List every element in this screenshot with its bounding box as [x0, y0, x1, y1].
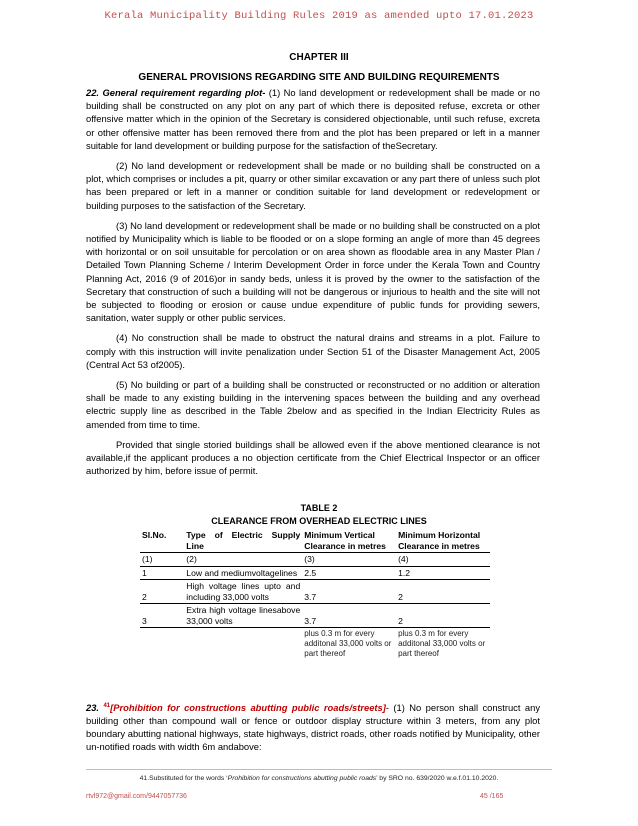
rule-22-para-2: (2) No land development or redevelopment shall be made or no building shall be constructed on a plot, which comprises or includes a pit, quarry or other similar excavation or any part there of unless such plot has been prepared or left in a manner or condition suitable for land development or redevelopment or building purposes to the satisfaction of the Secretary. [86, 160, 540, 211]
rule-23-text: - (1) No person shall construct any building other than compound wall or fence or outdoor display structure within 3 meters, from any plot boundary abutting national highways, state highways, district roads, other roads notified by Municipality, other un-notified roads with width 6m andabove: [86, 702, 541, 753]
table-cell: High voltage lines upto and including 33,000 volts [186, 581, 301, 602]
table-cell: 2.5 [302, 566, 396, 580]
rule-23-title: [Prohibition for constructions abutting public roads/streets] [110, 702, 386, 714]
running-header: Kerala Municipality Building Rules 2019 as amended upto 17.01.2023 [104, 10, 534, 22]
page-number: 45 /165 [480, 793, 504, 800]
rule-22-para-1-text: (1) No land development or redevelopment shall be made or no building shall be constructed on any plot on any part of which there is deposited refuse, excreta or other offensive matter which in the opinion of the Secretary is considered objectionable, until such refuse, excreta or other offensive matter has been removed there from and the plot has been prepared or left in a manner suitable for land development or building purpose for the satisfaction of theSecretary. [86, 87, 540, 151]
table-2-caption: CLEARANCE FROM OVERHEAD ELECTRIC LINES [211, 516, 427, 526]
footer-contact: rtvl972@gmail.com/9447057736 [86, 793, 187, 800]
table-cell: (4) [396, 553, 490, 567]
table-note-horizontal: plus 0.3 m for every additonal 33,000 volts or part thereof [398, 629, 486, 658]
table-cell: 3.7 [302, 604, 396, 628]
table-cell: 3.7 [302, 580, 396, 604]
table-cell [140, 628, 184, 661]
rule-22-para-5: (5) No building or part of a building shall be constructed or reconstructed or no addition or alteration shall be made to any existing building in the intervening spaces between the building and any overhead electric supply line as described in the Table 2below and as specified in the Indian Electricity Rules as amended from time to time. [86, 379, 540, 430]
footnote-prefix: 41.Substituted for the words ‘ [139, 775, 228, 782]
table-header-cell: Sl.No. [140, 528, 184, 553]
rule-23-number: 23. [86, 702, 100, 714]
clearance-table [140, 528, 490, 660]
rule-22-para-4: (4) No construction shall be made to obstruct the natural drains and streams in a plot. Failure to comply with this instruction will invite penalization under Section 51 of the Disaster Management Act, 2005 (Central Act 53 of2005). [86, 332, 540, 370]
rule-22-para-3: (3) No land development or redevelopment shall be made or no building shall be constructed on a plot notified by Municipality which is liable to be flooded or on a slope forming an angle of more than 45 degrees with horizontal or on soil unsuitable for percolation or on area shown as floodable area in any Master Plan / Detailed Town Planning Scheme / Interim Development Order in force under the Kerala Town and Country Planning Act, 2016 (9 of 2016)or in sandy beds, unless it is proved by the owner to the satisfaction of the Secretary that construction of such a building will not be dangerous or injurious to health and the site will not be subjected to flooding or erosion or cause undue expenditure of public funds for providing sewers, sanitation, water supply or other public services. [86, 219, 540, 324]
table-cell: 2 [396, 580, 490, 604]
footnote-suffix: ’ by SRO no. 639/2020 w.e.f.01.10.2020. [376, 775, 499, 782]
footnote-italic: Prohibition for constructions abutting public roads [227, 775, 377, 782]
rule-22-para-1 [86, 86, 540, 152]
table-note-row [140, 628, 490, 661]
table-row [140, 566, 490, 580]
table-header-cell: Minimum Vertical Clearance in metres [302, 528, 396, 553]
table-cell: Low and mediumvoltagelines [184, 566, 302, 580]
table-cell: 2 [140, 580, 184, 604]
table-index-row [140, 553, 490, 567]
table-row [140, 580, 490, 604]
table-cell: 1.2 [396, 566, 490, 580]
chapter-heading: CHAPTER III [289, 52, 349, 63]
section-title: GENERAL PROVISIONS REGARDING SITE AND BUILDING REQUIREMENTS [138, 72, 500, 83]
table-cell: (1) [140, 553, 184, 567]
table-cell: (3) [302, 553, 396, 567]
footer-divider [86, 769, 552, 770]
table-header-cell: Minimum Horizontal Clearance in metres [396, 528, 490, 553]
table-cell [184, 628, 302, 661]
table-cell: 2 [396, 604, 490, 628]
table-cell: (2) [184, 553, 302, 567]
table-cell: 1 [140, 566, 184, 580]
table-note-vertical: plus 0.3 m for every additonal 33,000 volts or part thereof [304, 629, 392, 658]
rule-22-proviso: Provided that single storied buildings shall be allowed even if the above mentioned clearance is not available,if the applicant produces a no objection certificate from the Chief Electrical Inspector or an officer authorized by him, before issue of permit. [86, 438, 540, 477]
table-row [140, 604, 490, 628]
table-cell: Extra high voltage linesabove 33,000 volts [186, 605, 301, 626]
footnote-marker: 41 [103, 703, 111, 709]
rule-22-heading: 22. General requirement regarding plot- [86, 87, 266, 98]
rule-23-body [86, 700, 540, 753]
rule-22-body [86, 86, 540, 484]
footnote [0, 775, 638, 782]
table-header-row [140, 528, 490, 553]
table-2-title: TABLE 2 [300, 503, 338, 513]
table-cell: 3 [140, 604, 184, 628]
table-header-cell: Type of Electric Supply Line [186, 530, 301, 551]
